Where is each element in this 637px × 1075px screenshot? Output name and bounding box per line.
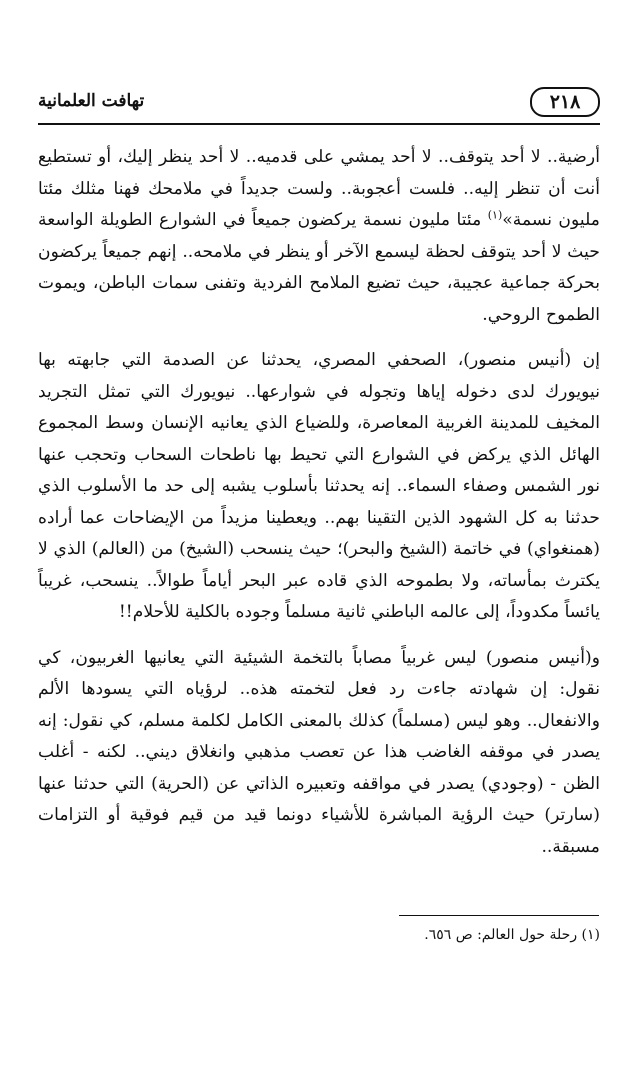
page-header — [38, 87, 600, 121]
paragraph-1-text: أرضية.. لا أحد يتوقف.. لا أحد يمشي على قدميه.. لا أحد ينظر إليك، أو تستطيع أنت أن تنظر إليه.. فلست أعجوبة.. ولست جديداً في ملامحك فهنا مثلك مئتا مليون نسمة» — [38, 147, 600, 230]
header-rule — [38, 123, 600, 125]
paragraph-2: إن (أنيس منصور)، الصحفي المصري، يحدثنا عن الصدمة التي جابهته بها نيويورك لدى دخوله إياها وتجوله في شوارعها.. نيويورك التي تمثل التجريد المخيف للمدينة الغربية المعاصرة، وللضياع الذي يعانيه الإنسان وسط المجموع الهائل الذي يركض في الشوارع التي تحيط بها ناطحات السحاب وتحجب عنها نور الشمس وصفاء السماء.. إنه يحدثنا بأسلوب يشبه إلى حد ما الأسلوب الذي حدثنا به كل الشهود الذين التقينا بهم.. ويعطينا مزيداً من الإيضاحات عما أراده (همنغواي) في خاتمة (الشيخ والبحر)؛ حيث ينسحب (الشيخ) من (العالم) الذي لا يكترث بمأساته، ولا بطموحه الذي قاده عبر البحر أياماً طوالاً.. ينسحب، غريباً يائساً مكدوداً، إلى عالمه الباطني ثانية مسلماً وجوده بالكلية للأحلام!! — [38, 350, 600, 622]
footnote: (١) رحلة حول العالم: ص ٦٥٦. — [424, 927, 600, 943]
paragraph-1-continuation: مئتا مليون نسمة يركضون جميعاً في الشوارع الطويلة الواسعة حيث لا أحد يتوقف لحظة ليسمع الآخر أو ينظر في ملامحه.. إنهم جميعاً يركضون بحركة جماعية عجيبة، حيث تضيع الملامح الفردية وتفنى سمات الباطن، ويموت الطموح الروحي. — [38, 210, 600, 325]
running-title: تهافت العلمانية — [38, 91, 145, 111]
page-number: ٢١٨ — [530, 87, 600, 117]
paragraph-3: و(أنيس منصور) ليس غربياً مصاباً بالتخمة الشيئية التي يعانيها الغربيون، كي نقول: إن شهادته جاءت رد فعل لتخمته هذه.. لرؤياه التي يسودها الألم والانفعال.. وهو ليس (مسلماً) كذلك بالمعنى الكامل لكلمة مسلم، كي نقول: إنه يصدر في موقفه الغاضب هذا عن تعصب مذهبي وانغلاق ديني.. لكنه - أغلب الظن - (وجودي) يصدر في مواقفه وتعبيره الذاتي عن (الحرية) التي حدثنا عنها (سارتر) حيث الرؤية المباشرة للأشياء دونما قيد من قيم فوقية أو التزامات مسبقة.. — [38, 647, 600, 857]
paragraph-1 — [38, 142, 600, 331]
footnote-marker: (١) — [487, 208, 503, 222]
footnote-rule — [399, 915, 599, 916]
body-text — [38, 142, 600, 863]
